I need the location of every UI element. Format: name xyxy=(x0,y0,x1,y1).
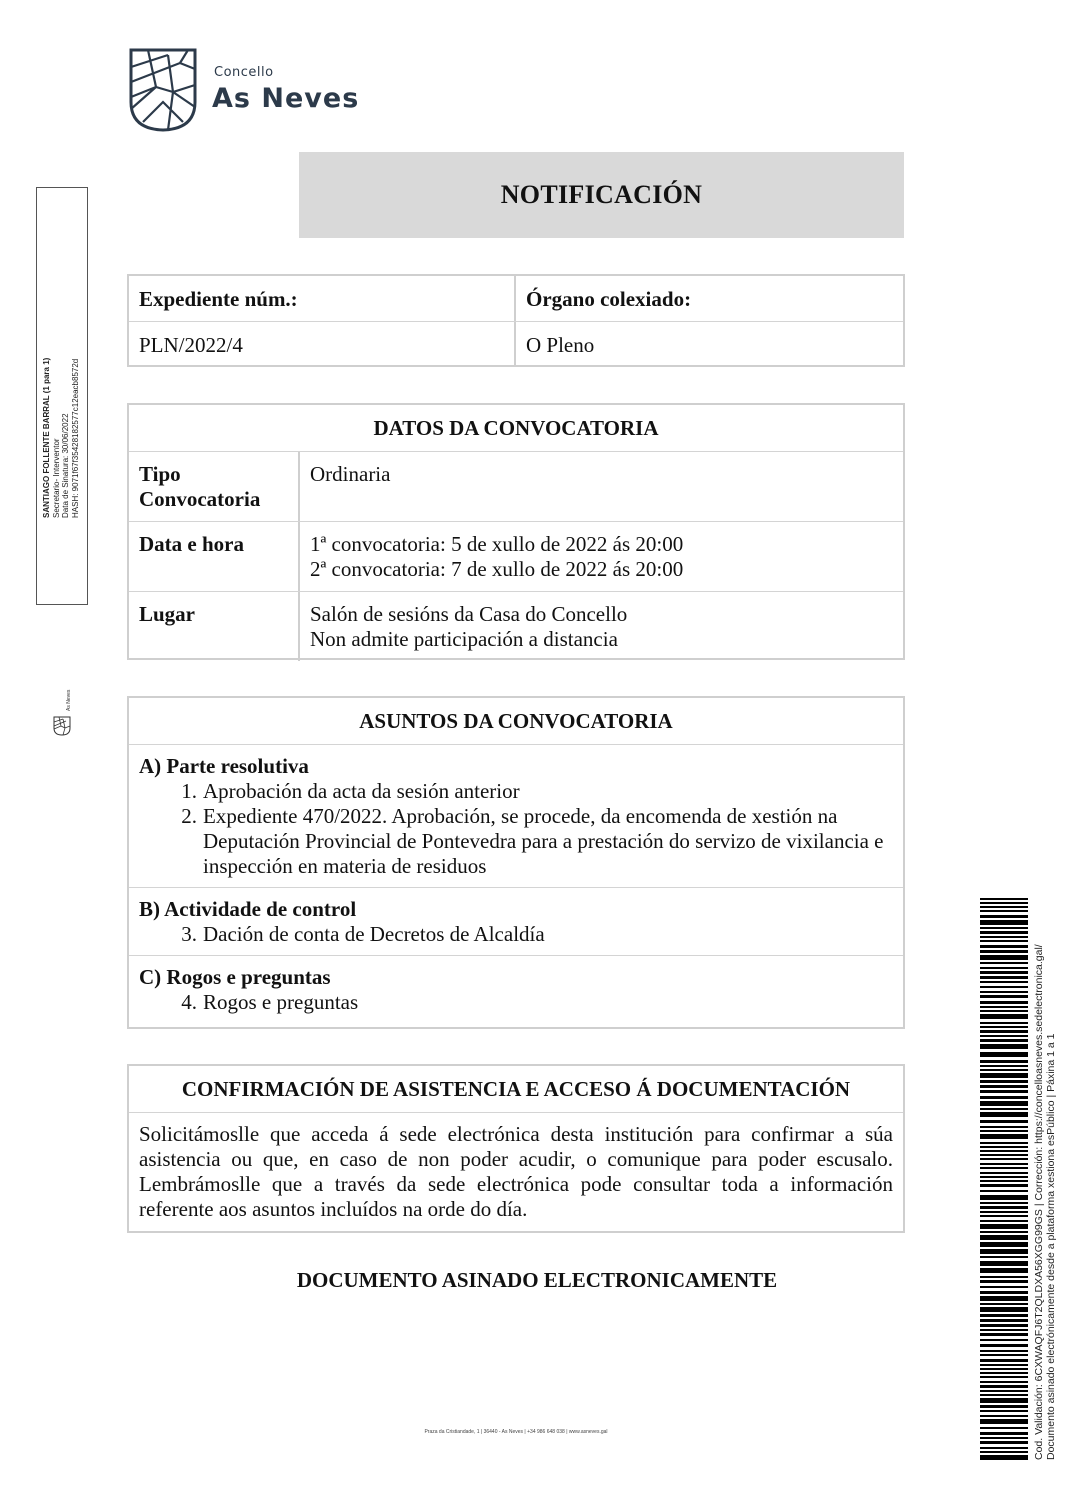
barcode-bar xyxy=(980,1354,1028,1356)
barcode-bar xyxy=(980,1154,1028,1156)
confirmacion-text: Solicitámoslle que acceda á sede electrónica desta institución para confirmar a súa asistencia ou que, en caso de non poder acudir, o comunique para poder escusalo. Lembrámoslle que a través da sede electrónica pode consultar toda a información referente aos asuntos incluídos na orde do día. xyxy=(129,1112,903,1231)
agenda-item xyxy=(139,990,893,1015)
barcode-bar xyxy=(980,976,1028,979)
barcode-bar xyxy=(980,1364,1028,1366)
barcode-bar xyxy=(980,1069,1028,1071)
barcode-bar xyxy=(980,1220,1028,1222)
tipo-row xyxy=(129,451,903,521)
section-b xyxy=(129,887,903,955)
barcode-bar xyxy=(980,1344,1028,1347)
barcode-bar xyxy=(980,1010,1028,1012)
item-text: Rogos e preguntas xyxy=(203,990,359,1014)
section-title: C) Rogos e preguntas xyxy=(139,965,331,989)
barcode-bar xyxy=(980,1256,1028,1258)
barcode-bar xyxy=(980,1261,1028,1266)
section-c xyxy=(129,955,903,1023)
barcode-bar xyxy=(980,915,1028,918)
barcode-bar xyxy=(980,1073,1028,1078)
barcode-bar xyxy=(980,1014,1028,1019)
barcode-bar xyxy=(980,1224,1028,1229)
barcode-bar xyxy=(980,962,1028,964)
signature-hash: HASH: 9071f67f35428182577c12eacb8572d xyxy=(70,358,80,518)
validation-line2: Documento asinado electrónicamente desde a plataforma xestiona esPúblico | Páxina 1 a 1 xyxy=(1045,1033,1057,1460)
barcode-bar xyxy=(980,1142,1028,1144)
barcode-bar xyxy=(980,1359,1028,1362)
barcode-bar xyxy=(980,1022,1028,1024)
datos-heading: DATOS DA CONVOCATORIA xyxy=(373,415,659,440)
expediente-header-row xyxy=(129,276,903,321)
item-text: Expediente 470/2022. Aprobación, se procede, da encomenda de xestión na Deputación Provincial de Pontevedra para a prestación do servizo de vixilancia e inspección en materia de residuos xyxy=(203,804,884,878)
barcode-bar xyxy=(980,1184,1028,1187)
barcode-bar xyxy=(980,1350,1028,1352)
barcode-bar xyxy=(980,1415,1028,1417)
barcode-bar xyxy=(980,1120,1028,1123)
tipo-label-line2: Convocatoria xyxy=(139,487,261,511)
barcode-bar xyxy=(980,1441,1028,1444)
item-number: 4. xyxy=(181,990,197,1014)
barcode-bar xyxy=(980,1381,1028,1383)
barcode-bar xyxy=(980,1324,1028,1327)
section-title: B) Actividade de control xyxy=(139,897,357,921)
barcode-bar xyxy=(980,1314,1028,1317)
mini-shield-icon xyxy=(53,716,71,736)
barcode-bar xyxy=(980,1172,1028,1174)
barcode-bar xyxy=(980,1249,1028,1254)
barcode-bar xyxy=(980,1158,1028,1160)
logo-big-text: As Neves xyxy=(212,83,360,114)
barcode-bar xyxy=(980,1039,1028,1042)
concello-logo xyxy=(128,47,368,133)
barcode-bar xyxy=(980,927,1028,929)
agenda-item xyxy=(139,779,893,804)
barcode-bar xyxy=(980,1276,1028,1278)
barcode-bar xyxy=(980,1447,1028,1449)
barcode-bar xyxy=(980,1126,1028,1128)
barcode-bar xyxy=(980,1108,1028,1110)
logo-small-text: Concello xyxy=(214,65,274,80)
barcode-bar xyxy=(980,1319,1028,1322)
agenda-item xyxy=(139,804,893,879)
signer-role: Secretario- Interventor xyxy=(51,438,61,518)
barcode-bar xyxy=(980,1044,1028,1049)
data-row xyxy=(129,521,903,591)
barcode-bar xyxy=(980,1163,1028,1165)
datos-convocatoria-table xyxy=(127,403,905,660)
barcode-bar xyxy=(980,931,1028,934)
barcode-bar xyxy=(980,1333,1028,1336)
barcode-bar xyxy=(980,1280,1028,1283)
barcode-bar xyxy=(980,1167,1028,1169)
barcode-bar xyxy=(980,986,1028,988)
expediente-table xyxy=(127,274,905,367)
item-text: Dación de conta de Decretos de Alcaldía xyxy=(203,922,545,946)
agenda-item xyxy=(139,922,893,947)
agenda-list xyxy=(139,779,893,879)
barcode-bar xyxy=(980,906,1028,908)
barcode-bar xyxy=(980,1291,1028,1294)
barcode-bar xyxy=(980,1096,1028,1099)
barcode-bar xyxy=(980,971,1028,974)
barcode-bar xyxy=(980,1035,1028,1037)
barcode-bar xyxy=(980,1150,1028,1152)
barcode-bar xyxy=(980,991,1028,993)
barcode-bar xyxy=(980,1339,1028,1341)
barcode-bar xyxy=(980,1090,1028,1093)
section-title: A) Parte resolutiva xyxy=(139,754,309,778)
data-value xyxy=(300,522,693,591)
organo-label: Órgano colexiado: xyxy=(526,287,692,311)
confirmacion-table xyxy=(127,1064,905,1233)
first-call: 1ª convocatoria: 5 de xullo de 2022 ás 20:00 xyxy=(310,532,684,556)
barcode-bar xyxy=(980,1410,1028,1412)
stamp-brand: As Neves xyxy=(66,689,72,711)
validation-barcode xyxy=(980,898,1028,1460)
barcode-bar xyxy=(980,920,1028,925)
item-number: 3. xyxy=(181,922,197,946)
barcode-bar xyxy=(980,1427,1028,1429)
barcode-bar xyxy=(980,1130,1028,1132)
asuntos-heading: ASUNTOS DA CONVOCATORIA xyxy=(359,708,673,733)
barcode-bar xyxy=(980,967,1028,969)
barcode-bar xyxy=(980,945,1028,948)
validation-line1: Cod. Validación: 6CXWAQFJ6T2QLDXA56XGG99GS | Corrección: https://concelloasneves.sedelectronica.gal/ xyxy=(1033,944,1045,1460)
barcode-bar xyxy=(980,1146,1028,1148)
barcode-bar xyxy=(980,1101,1028,1106)
barcode-bar xyxy=(980,1006,1028,1008)
barcode-bar xyxy=(980,1176,1028,1178)
page-title: NOTIFICACIÓN xyxy=(500,180,703,209)
signature-stamp xyxy=(36,187,88,711)
lugar-label: Lugar xyxy=(129,592,300,661)
barcode-bar xyxy=(980,1065,1028,1067)
second-call: 2ª convocatoria: 7 de xullo de 2022 ás 20:00 xyxy=(310,557,684,581)
agenda-list xyxy=(139,922,893,947)
barcode-bar xyxy=(980,1390,1028,1392)
barcode-bar xyxy=(980,1180,1028,1182)
barcode-bar xyxy=(980,1134,1028,1139)
organo-value: O Pleno xyxy=(526,333,595,357)
confirmacion-heading: CONFIRMACIÓN DE ASISTENCIA E ACCESO Á DOCUMENTACIÓN xyxy=(181,1076,851,1101)
signed-notice: DOCUMENTO ASINADO ELECTRONICAMENTE xyxy=(296,1268,778,1292)
barcode-bar xyxy=(980,902,1028,904)
barcode-bar xyxy=(980,1372,1028,1374)
barcode-bar xyxy=(980,1286,1028,1288)
lugar-value xyxy=(300,592,637,661)
tipo-value: Ordinaria xyxy=(310,462,391,486)
barcode-bar xyxy=(980,1206,1028,1209)
expediente-value-row xyxy=(129,321,903,367)
barcode-bar xyxy=(980,1235,1028,1240)
barcode-bar xyxy=(980,1419,1028,1424)
barcode-bar xyxy=(980,1303,1028,1305)
barcode-bar xyxy=(980,1085,1028,1088)
barcode-bar xyxy=(980,1385,1028,1388)
barcode-bar xyxy=(980,1190,1028,1192)
barcode-bar xyxy=(980,1455,1028,1460)
tipo-label xyxy=(129,452,300,521)
asuntos-table xyxy=(127,696,905,1029)
barcode-bar xyxy=(980,1231,1028,1233)
title-banner xyxy=(299,152,904,238)
barcode-bar xyxy=(980,1030,1028,1033)
barcode-bar xyxy=(980,936,1028,938)
barcode-bar xyxy=(980,950,1028,953)
page-footer: Praza da Cristiandade, 1 | 36440 - As Neves | +34 986 648 038 | www.asneves.gal xyxy=(424,1429,608,1435)
barcode-bar xyxy=(980,910,1028,912)
barcode-bar xyxy=(980,1376,1028,1378)
barcode-bar xyxy=(980,1296,1028,1301)
item-text: Aprobación da acta da sesión anterior xyxy=(203,779,520,803)
barcode-bar xyxy=(980,1052,1028,1057)
barcode-bar xyxy=(980,1451,1028,1453)
barcode-bar xyxy=(980,1026,1028,1028)
barcode-bar xyxy=(980,1001,1028,1004)
barcode-bar xyxy=(980,1405,1028,1408)
barcode-bar xyxy=(980,1211,1028,1213)
item-number: 1. xyxy=(181,779,197,803)
data-label: Data e hora xyxy=(129,522,300,591)
barcode-bar xyxy=(980,1242,1028,1247)
barcode-bar xyxy=(980,1202,1028,1204)
barcode-bar xyxy=(980,1394,1028,1396)
section-a xyxy=(129,744,903,887)
barcode-bar xyxy=(980,981,1028,983)
barcode-bar xyxy=(980,1307,1028,1312)
tipo-label-line1: Tipo xyxy=(139,462,181,486)
lugar-row xyxy=(129,591,903,661)
item-number: 2. xyxy=(181,804,197,828)
expediente-value: PLN/2022/4 xyxy=(129,322,516,367)
barcode-bar xyxy=(980,1195,1028,1200)
barcode-bar xyxy=(980,1060,1028,1063)
signer-name: SANTIAGO FOLLENTE BARRAL (1 para 1) xyxy=(42,357,51,518)
barcode-bar xyxy=(980,1329,1028,1331)
validation-text xyxy=(1033,944,1057,1460)
barcode-bar xyxy=(980,940,1028,942)
barcode-bar xyxy=(980,1437,1028,1439)
lugar-line1: Salón de sesións da Casa do Concello xyxy=(310,602,628,626)
barcode-bar xyxy=(980,1215,1028,1217)
barcode-bar xyxy=(980,1398,1028,1403)
barcode-bar xyxy=(980,898,1028,900)
barcode-bar xyxy=(980,1080,1028,1083)
expediente-label: Expediente núm.: xyxy=(129,276,516,321)
barcode-bar xyxy=(980,1432,1028,1435)
barcode-bar xyxy=(980,995,1028,998)
barcode-bar xyxy=(980,1368,1028,1370)
as-neves-shield-icon xyxy=(128,47,198,133)
lugar-line2: Non admite participación a distancia xyxy=(310,627,618,651)
barcode-bar xyxy=(980,1112,1028,1117)
signature-date: Data de Sinatura: 30/06/2022 xyxy=(61,413,70,518)
agenda-list xyxy=(139,990,893,1015)
barcode-bar xyxy=(980,1268,1028,1273)
barcode-bar xyxy=(980,955,1028,960)
stamp-text xyxy=(42,198,80,518)
